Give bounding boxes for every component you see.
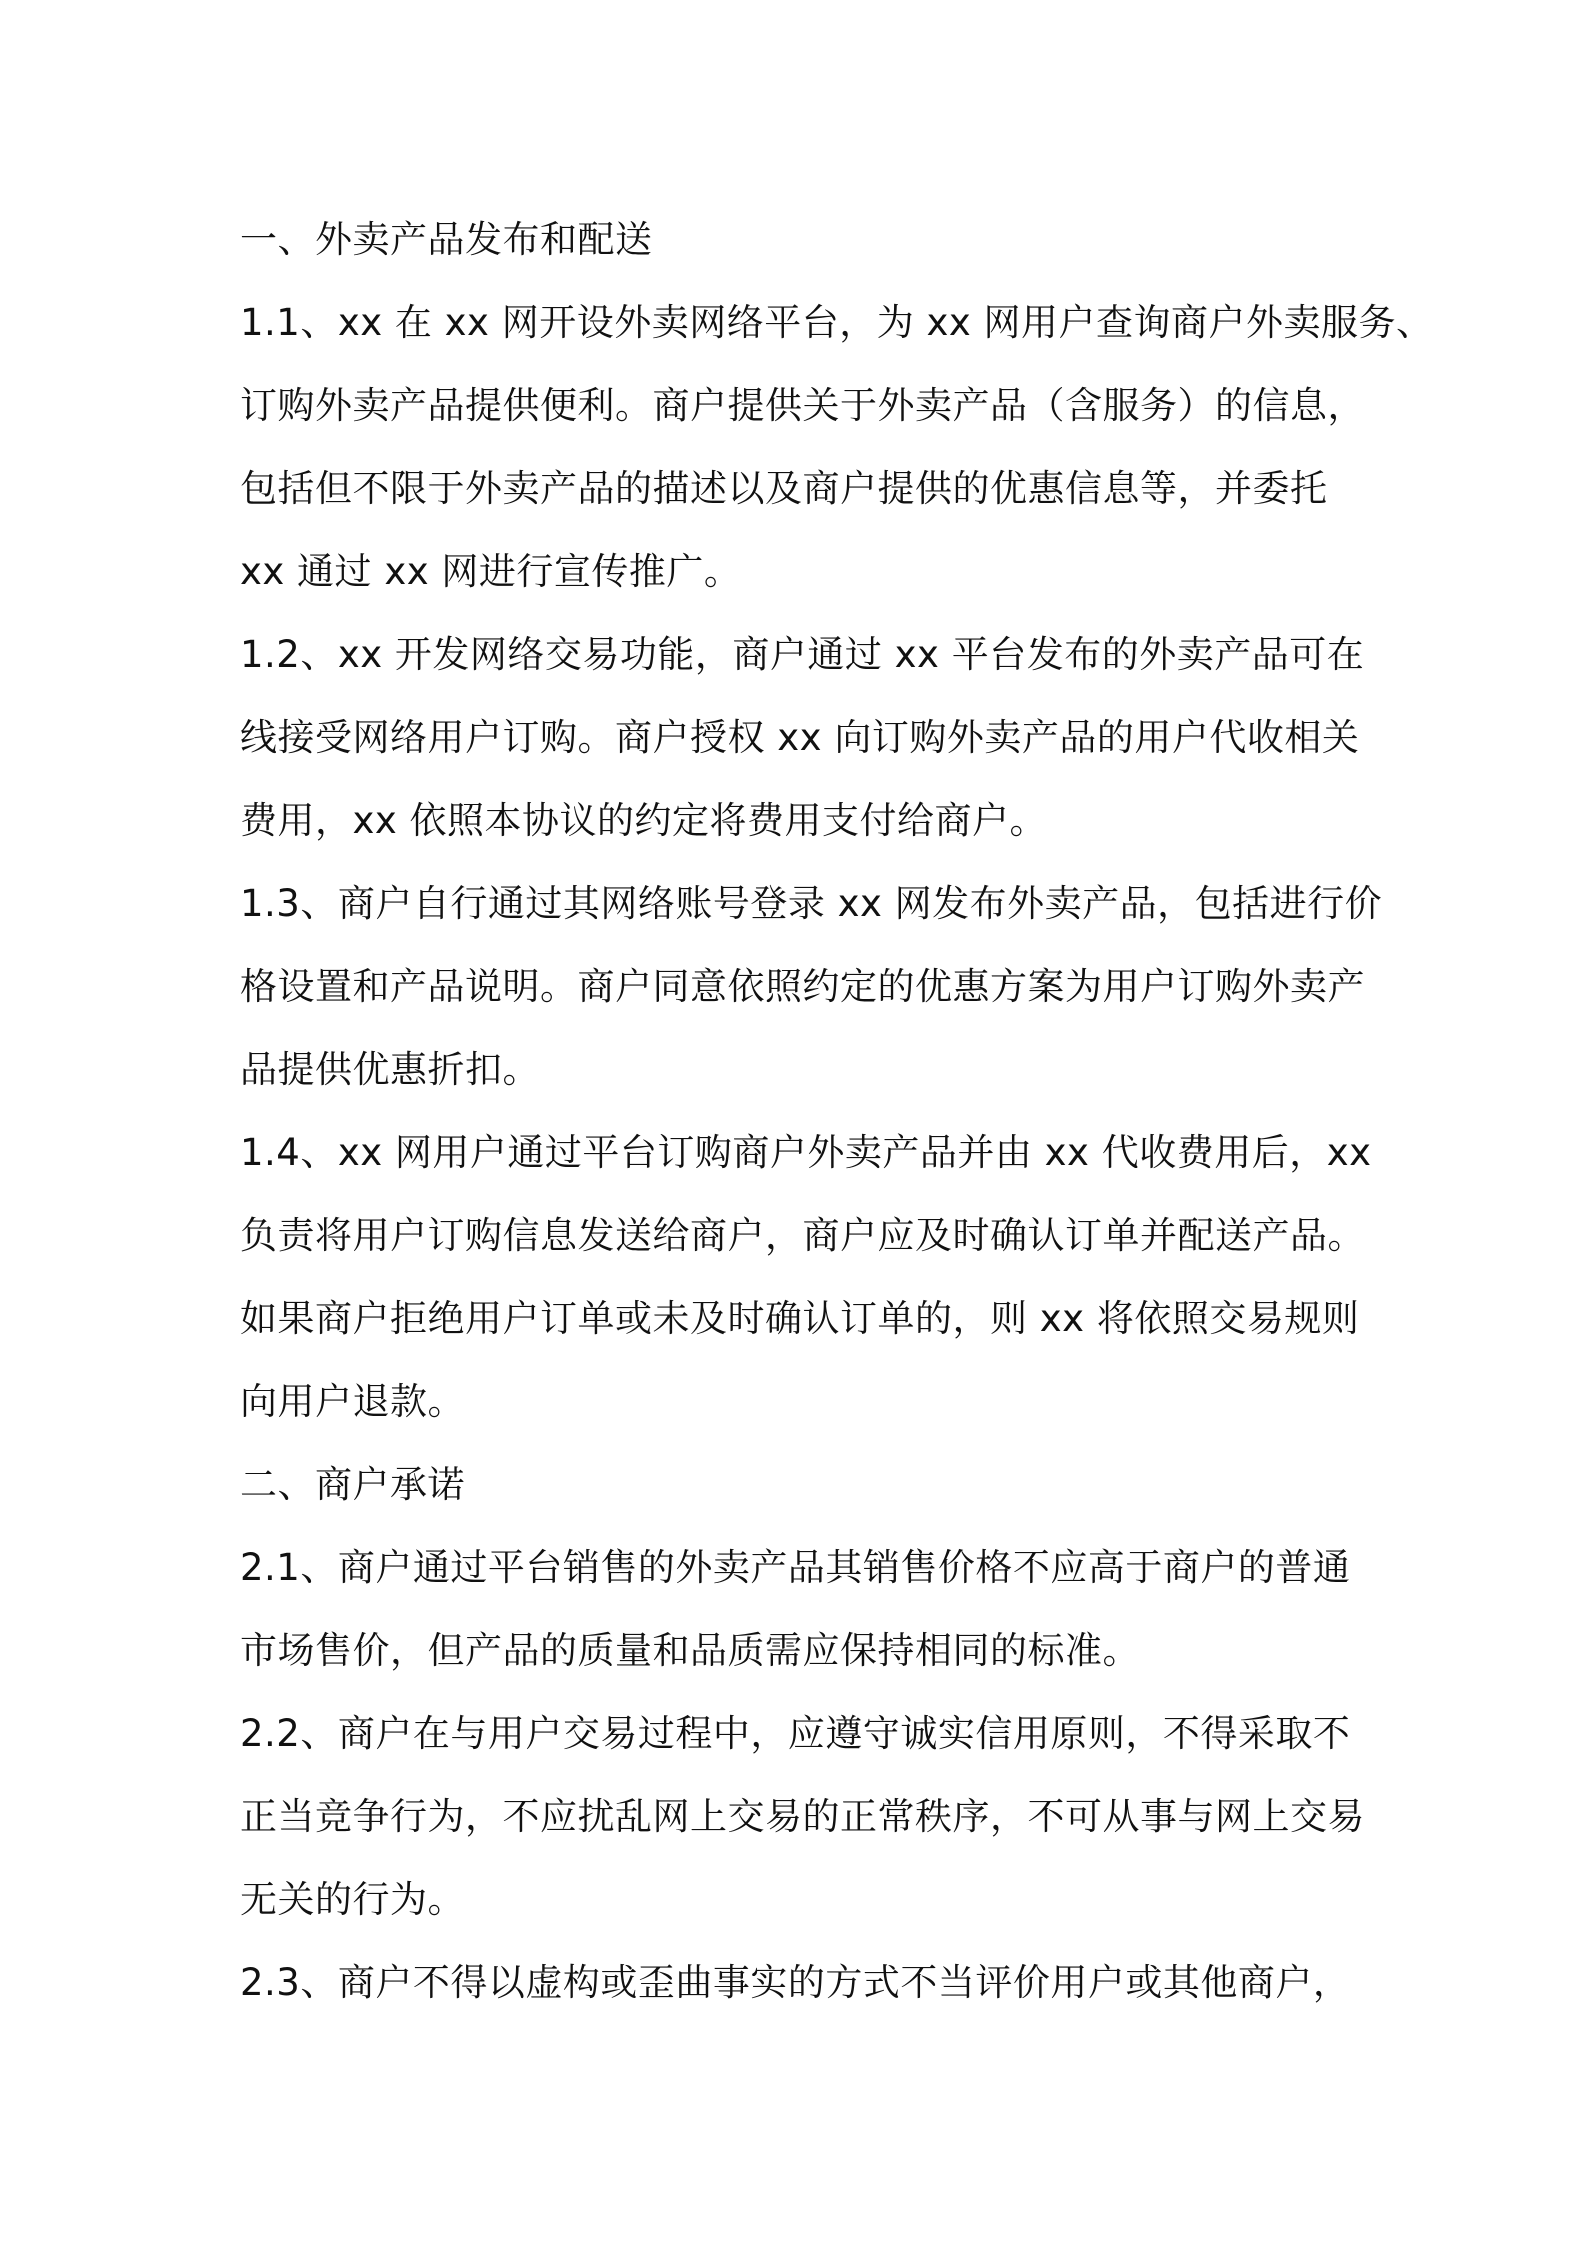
paragraph-line: 无关的行为。	[240, 1878, 465, 1921]
paragraph-line: 线接受网络用户订购。商户授权 xx 向订购外卖产品的用户代收相关	[240, 716, 1360, 759]
paragraph-line: 订购外卖产品提供便利。商户提供关于外卖产品（含服务）的信息，	[240, 384, 1365, 427]
paragraph-line: 1.3、商户自行通过其网络账号登录 xx 网发布外卖产品，包括进行价	[240, 882, 1383, 925]
paragraph-line: 市场售价，但产品的质量和品质需应保持相同的标准。	[240, 1629, 1140, 1672]
paragraph-line: 如果商户拒绝用户订单或未及时确认订单的，则 xx 将依照交易规则	[240, 1297, 1360, 1340]
paragraph-line: 负责将用户订购信息发送给商户，商户应及时确认订单并配送产品。	[240, 1214, 1365, 1257]
paragraph-line: 向用户退款。	[240, 1380, 465, 1423]
paragraph-line: 1.1、xx 在 xx 网开设外卖网络平台，为 xx 网用户查询商户外卖服务、	[240, 301, 1434, 344]
paragraph-line: 2.1、商户通过平台销售的外卖产品其销售价格不应高于商户的普通	[240, 1546, 1351, 1589]
paragraph-line: 费用，xx 依照本协议的约定将费用支付给商户。	[240, 799, 1048, 842]
paragraph-line: 格设置和产品说明。商户同意依照约定的优惠方案为用户订购外卖产	[240, 965, 1365, 1008]
paragraph-line: 1.4、xx 网用户通过平台订购商户外卖产品并由 xx 代收费用后，xx	[240, 1131, 1372, 1174]
paragraph-line: 2.2、商户在与用户交易过程中，应遵守诚实信用原则，不得采取不	[240, 1712, 1351, 1755]
paragraph-line: 2.3、商户不得以虚构或歪曲事实的方式不当评价用户或其他商户，	[240, 1961, 1351, 2004]
paragraph-line: xx 通过 xx 网进行宣传推广。	[240, 550, 742, 593]
section-heading-1: 一、外卖产品发布和配送	[240, 218, 653, 261]
paragraph-line: 正当竞争行为，不应扰乱网上交易的正常秩序，不可从事与网上交易	[240, 1795, 1365, 1838]
paragraph-line: 1.2、xx 开发网络交易功能，商户通过 xx 平台发布的外卖产品可在	[240, 633, 1365, 676]
document-body	[240, 198, 1434, 2024]
paragraph-line: 品提供优惠折扣。	[240, 1048, 540, 1091]
paragraph-line: 包括但不限于外卖产品的描述以及商户提供的优惠信息等，并委托	[240, 467, 1328, 510]
section-heading-2: 二、商户承诺	[240, 1463, 465, 1506]
